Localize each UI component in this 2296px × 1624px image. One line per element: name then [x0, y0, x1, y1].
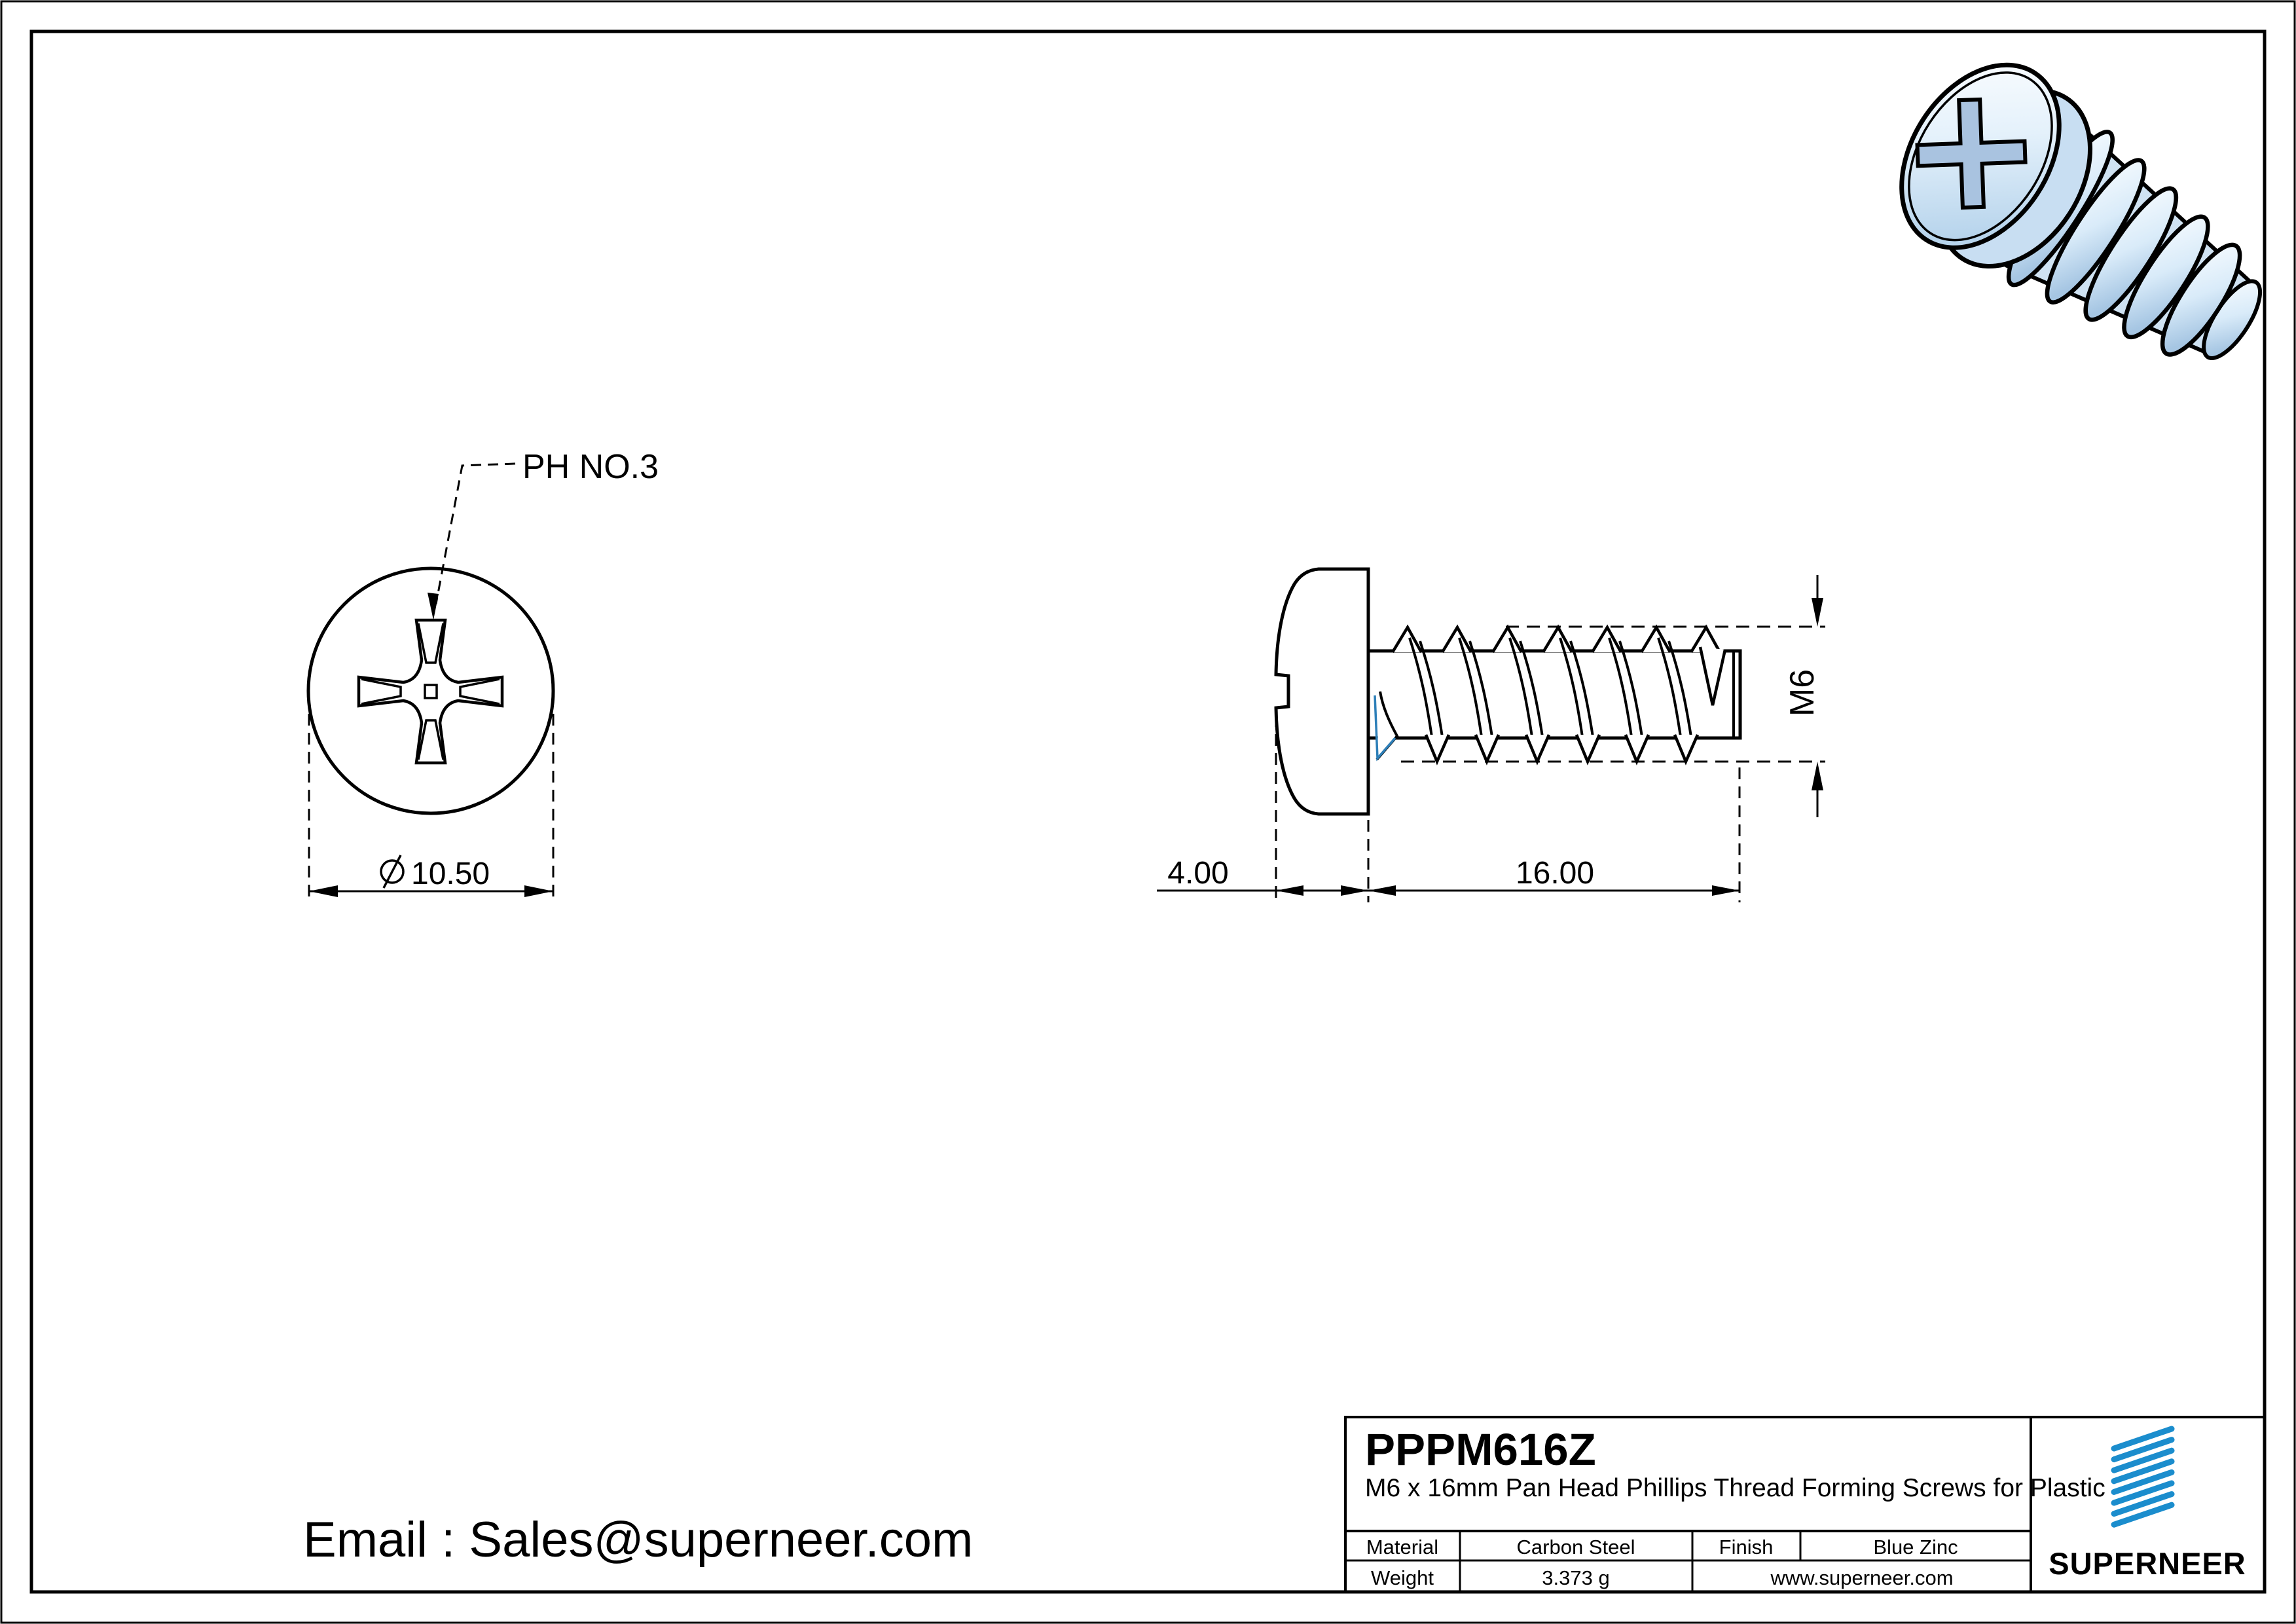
material-value: Carbon Steel: [1516, 1536, 1635, 1559]
part-description: M6 x 16mm Pan Head Phillips Thread Forming Screws for Plastic: [1365, 1474, 2105, 1502]
screw-3d-illustration: [1856, 27, 2296, 412]
dim-arrow-icon: [1712, 885, 1740, 896]
finish-value: Blue Zinc: [1873, 1536, 1958, 1559]
page-border-inner: [31, 31, 2265, 1592]
website-link: www.superneer.com: [1770, 1566, 1954, 1589]
dim-arrow-up-icon: [1812, 762, 1823, 790]
brand-logo-icon: [2114, 1429, 2172, 1524]
screw-head-profile: [1276, 569, 1368, 814]
side-view: [1157, 569, 1825, 902]
head-height-value: 4.00: [1167, 856, 1229, 891]
diameter-value: 10.50: [411, 857, 490, 891]
dim-arrow-right-icon: [524, 885, 553, 897]
thread-size-label: M6: [1783, 669, 1821, 717]
email-text: Email : Sales@superneer.com: [303, 1512, 974, 1568]
dim-arrow-left-icon: [309, 885, 338, 897]
weight-label: Weight: [1371, 1566, 1434, 1589]
brand-name: SUPERNEER: [2049, 1546, 2246, 1581]
dim-arrow-icon: [1276, 885, 1303, 896]
drive-leader-line: [436, 464, 515, 604]
phillips-recess: [359, 620, 502, 763]
material-label: Material: [1366, 1536, 1439, 1559]
dim-arrow-down-icon: [1812, 598, 1823, 627]
dim-arrow-icon: [1341, 885, 1368, 896]
part-number: PPPM616Z: [1365, 1424, 1596, 1475]
thread-length-value: 16.00: [1515, 856, 1595, 891]
finish-label: Finish: [1719, 1536, 1774, 1559]
weight-value: 3.373 g: [1542, 1566, 1610, 1589]
diameter-symbol-icon: [381, 855, 403, 888]
leader-arrowhead-icon: [428, 593, 439, 620]
m6-dimension: [1783, 575, 1823, 817]
title-block: [1345, 1417, 2265, 1592]
drive-label: PH NO.3: [522, 448, 659, 486]
dim-arrow-icon: [1368, 885, 1396, 896]
front-view: [308, 448, 659, 902]
